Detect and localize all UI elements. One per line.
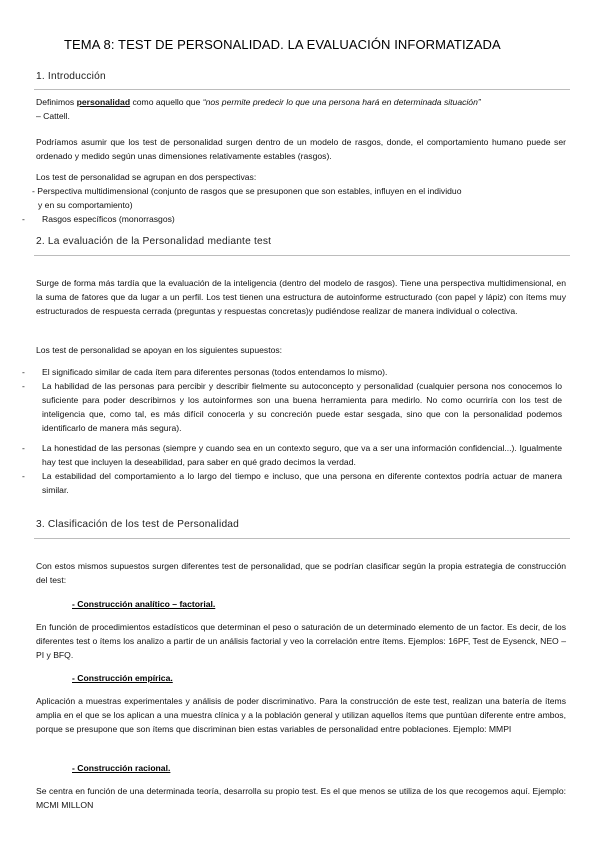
list-dash: - xyxy=(22,443,25,453)
definition-quote: “nos permite predecir lo que una persona hará en determinada situación” xyxy=(202,97,481,107)
list-dash: - xyxy=(22,381,25,391)
paragraph: Podríamos asumir que los test de personalidad surgen dentro de un modelo de rasgos, donde, el comportamiento humano puede ser ordenado y medido según unas dimensiones relativamente estables (rasgos). xyxy=(36,137,566,161)
list-dash: - xyxy=(22,471,25,481)
paragraph: Los test de personalidad se apoyan en los siguientes supuestos: xyxy=(36,345,283,355)
definition-line: Definimos personalidad como aquello que “nos permite predecir lo que una persona hará en determinada situación” xyxy=(36,97,481,107)
paragraph: Se centra en función de una determinada teoría, desarrolla su propio test. Es el que menos se utiliza de los que recogemos aquí. Ejemplo: MCMI MILLON xyxy=(36,786,566,810)
section-heading-evaluacion: 2. La evaluación de la Personalidad mediante test xyxy=(36,236,272,247)
list-dash: - xyxy=(22,214,25,224)
section-divider xyxy=(34,89,570,90)
section-divider xyxy=(34,538,570,539)
list-item-continuation: y en su comportamiento) xyxy=(38,200,133,210)
list-item: El significado similar de cada ítem para diferentes personas (todos entendamos lo mismo). xyxy=(42,367,388,377)
paragraph: Los test de personalidad se agrupan en dos perspectivas: xyxy=(36,172,257,182)
paragraph: Con estos mismos supuestos surgen diferentes test de personalidad, que se podrían clasificar según la propia estrategia de construcción del test: xyxy=(36,561,566,585)
subheading-racional: - Construcción racional. xyxy=(72,763,171,773)
list-item: La habilidad de las personas para percibir y describir fielmente su autoconcepto y personalidad (cualquier persona nos conocemos lo suficiente para poder describirnos y los autoinformes son una buena herramienta para medirlo. No como ocurriría con los test de inteligencia que, como tal, es más difícil conocerla y su concreción puede estar sesgada, sino que con la personalidad podemos identificarlo de manera más segura). xyxy=(42,381,562,433)
page-title: TEMA 8: TEST DE PERSONALIDAD. LA EVALUACIÓN INFORMATIZADA xyxy=(64,37,501,52)
paragraph: Aplicación a muestras experimentales y análisis de poder discriminativo. Para la construcción de este test, realizan una batería de ítems amplia en el que se los aplican a una muestra clínica y a la población general y utilizan aquellos ítems que puntúan diferente entre ambos, porque se presupone que son ítems que discriminan bien estas variables de personalidad entre poblaciones. Ejemplo: MMPI xyxy=(36,696,566,734)
section-heading-introduccion: 1. Introducción xyxy=(36,71,106,82)
subheading-empirica: - Construcción empírica. xyxy=(72,673,173,683)
list-item: - Perspectiva multidimensional (conjunto de rasgos que se presuponen que son estables, influyen en el individuo xyxy=(32,186,462,196)
paragraph: En función de procedimientos estadísticos que determinan el peso o saturación de un determinado elemento de un factor. Es decir, de los diferentes test o ítems los analizo a partir de un análisis factorial y veo la correlación entre ítems. Ejemplos: 16PF, Test de Eysenck, NEO – PI y BFQ. xyxy=(36,622,566,660)
list-item: Rasgos específicos (monorrasgos) xyxy=(42,214,175,224)
definition-term: personalidad xyxy=(76,97,131,107)
paragraph: Surge de forma más tardía que la evaluación de la inteligencia (dentro del modelo de rasgos). Tiene una perspectiva multidimensional, en la suma de fatores que da lugar a un perfil. Los test tienen una estructura de autoinforme estructurado (con papel y lápiz) con ítems muy estructurados de respuesta cerrada (preguntas y respuestas concretas)y pudiéndose realizar de manera individual o colectiva. xyxy=(36,278,566,316)
section-divider xyxy=(34,255,570,256)
list-item: La estabilidad del comportamiento a lo largo del tiempo e incluso, que una persona en diferente contextos podría actuar de manera similar. xyxy=(42,471,562,495)
section-heading-clasificacion: 3. Clasificación de los test de Personalidad xyxy=(36,519,240,530)
definition-author: – Cattell. xyxy=(36,111,70,121)
list-item: La honestidad de las personas (siempre y cuando sea en un contexto seguro, que va a ser una información confidencial...). Igualmente hay test que incluyen la deseabilidad, para saber en qué grado decimos la verdad. xyxy=(42,443,562,467)
list-dash: - xyxy=(22,367,25,377)
subheading-analitico-factorial: - Construcción analítico – factorial. xyxy=(72,599,216,609)
